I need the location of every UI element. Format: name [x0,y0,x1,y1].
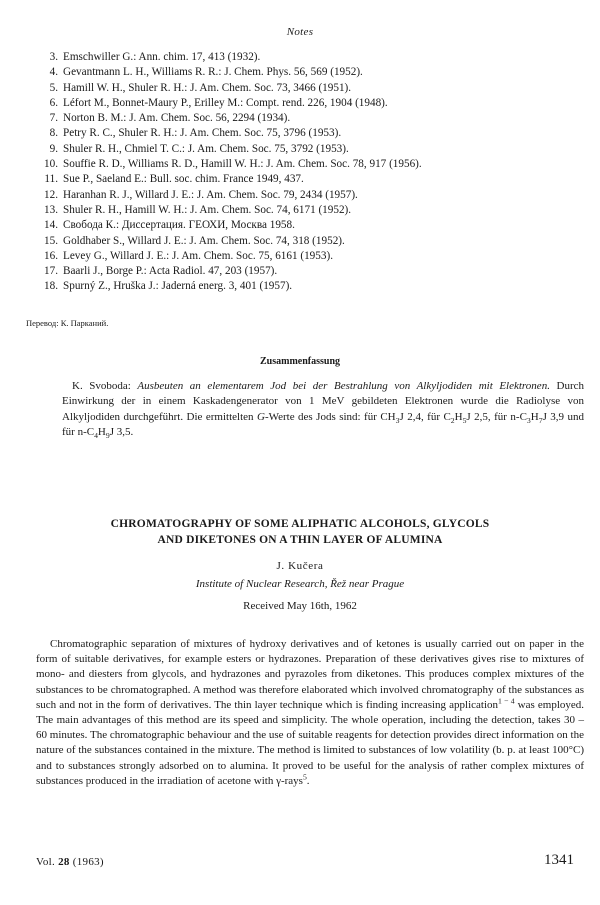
reference-text: Levey G., Willard J. E.: J. Am. Chem. Soc. 75, 6161 (1953). [63,249,333,262]
footer-volume [36,856,104,868]
reference-number: 12. [44,188,58,201]
reference-number: 15. [44,234,58,247]
reference-item [36,249,576,264]
zusammenfassung-text: -Werte des Jods sind: für CH [264,410,396,423]
reference-item [36,218,576,233]
reference-item [36,96,576,111]
reference-item [36,188,576,203]
volume-year: (1963) [69,856,104,868]
zusammenfassung-heading: Zusammenfassung [259,356,341,367]
subscript: 2 [450,416,455,425]
abstract-text: was employed. The main advantages of this method are its speed and simplicity. The whole operation, including the detection, takes 30 – 60 minutes. The chromatographic behaviour and the use of suitable reagents for detection provides direct information on the nature of the substances contained in the mixture. The method is limited to substances of low volatility (b. p. at least 100°C) and to substances strongly adsorbed on to alumina. It proved to be useful for the analysis of rather complex mixtures of substances produced in the irradiation of acetone with γ-rays [36,698,585,787]
running-head: Notes [286,26,314,38]
reference-text: Léfort M., Bonnet-Maury P., Erilley M.: Compt. rend. 226, 1904 (1948). [63,96,388,109]
reference-text: Emschwiller G.: Ann. chim. 17, 413 (1932). [63,51,261,63]
reference-number: 5. [49,81,58,94]
article-institution: Institute of Nuclear Research, Řež near Prague [195,578,405,590]
reference-item [36,172,576,187]
article-title-line: AND DIKETONES ON A THIN LAYER OF ALUMINA [157,534,443,546]
reference-number: 10. [44,158,58,171]
received-date: Received May 16th, 1962 [243,600,357,612]
reference-text: Spurný Z., Hruška J.: Jaderná energ. 3, 401 (1957). [63,280,293,293]
reference-item [36,126,576,141]
reference-text: Shuler R. H., Chmiel T. C.: J. Am. Chem. Soc. 75, 3792 (1953). [63,142,349,155]
zusammenfassung-text: Durch Einwirkung der in einem Kaskadengenerator von 1 MeV gebildeten Elektronen wurde die Radiolyse von Alkyljodiden durchgeführt. Die ermittelten [62,380,585,423]
subscript: 4 [94,431,98,441]
reference-text: Haranhan R. J., Willard J. E.: J. Am. Chem. Soc. 79, 2434 (1957). [63,188,358,201]
reference-number: 14. [44,219,58,232]
reference-item [36,50,576,65]
reference-item [36,279,576,294]
reference-text: Sue P., Saeland E.: Bull. soc. chim. France 1949, 437. [63,173,304,186]
reference-text: Свобода К.: Диссертация. ГЕОХИ, Москва 1958. [63,219,295,232]
abstract-text: Chromatographic separation of mixtures of hydroxy derivatives and of ketones is usually carried out on paper in the form of suitable derivatives, for example esters or hydrazones. Preparation of these derivatives gives rise to mixtures of mono- and diesters from glycols, and hydrazones and pyrazoles from diketones. This produces complex mixtures of the substances to be chromatographed. A method was therefore elaborated which involved chromatography of the substances as such and not in the form of derivatives. The thin layer technique which is finding increasing application [36,638,584,711]
zusammenfassung-title: Ausbeuten an elementarem Jod bei der Bestrahlung von Alkyljodiden mit Elektronen. [137,380,550,392]
reference-number: 7. [49,112,58,125]
subscript: 3 [395,416,400,425]
subscript: 5 [462,416,467,425]
reference-text: Norton B. M.: J. Am. Chem. Soc. 56, 2294 (1934). [63,112,291,125]
reference-number: 6. [49,96,58,109]
reference-text: Baarli J., Borge P.: Acta Radiol. 47, 203 (1957). [63,265,278,278]
reference-item [36,81,576,96]
reference-item [36,65,576,80]
zusammenfassung-text: H [97,426,106,439]
article-author: J. Kučera [276,560,324,572]
page-number: 1341 [544,852,574,868]
reference-number: 11. [44,173,58,186]
reference-number: 13. [44,203,58,216]
reference-text: Goldhaber S., Willard J. E.: J. Am. Chem. Soc. 74, 318 (1952). [63,234,345,247]
abstract-text: . [306,774,310,787]
reference-number: 9. [49,142,58,155]
reference-item [36,264,576,279]
citation-superscript: 1 − 4 [498,696,515,706]
reference-text: Shuler R. H., Hamill W. H.: J. Am. Chem. Soc. 74, 6171 (1952). [63,203,352,216]
subscript: 3 [526,416,531,425]
reference-item [36,111,576,126]
zusammenfassung-text: H [454,410,463,423]
reference-text: Gevantmann L. H., Williams R. R.: J. Chem. Phys. 56, 569 (1952). [63,66,363,79]
translator-note: Перевод: К. Парканий. [26,318,109,328]
volume-number: 28 [58,856,70,868]
reference-number: 3. [49,51,58,63]
zusammenfassung-author: K. Svoboda: [72,380,138,392]
reference-text: Souffie R. D., Williams R. D., Hamill W. H.: J. Am. Chem. Soc. 78, 917 (1956). [63,158,422,171]
reference-item [36,234,576,249]
zusammenfassung-text: J 3,9 und für n-C [62,410,585,439]
reference-number: 18. [44,280,58,293]
citation-superscript: 5 [302,772,307,782]
article-abstract [36,637,584,789]
zusammenfassung-body [62,379,584,441]
zusammenfassung-text: J 2,4, für C [399,410,451,423]
reference-number: 16. [44,249,58,262]
volume-label: Vol. [36,856,59,868]
reference-list [36,50,576,295]
reference-number: 8. [49,127,58,140]
reference-text: Petry R. C., Shuler R. H.: J. Am. Chem. Soc. 75, 3796 (1953). [63,127,342,140]
zusammenfassung-text: J 2,5, für n-C [466,410,527,423]
article-title [0,516,600,548]
subscript: 7 [538,416,543,425]
reference-item [36,203,576,218]
reference-item [36,142,576,157]
reference-text: Hamill W. H., Shuler R. H.: J. Am. Chem. Soc. 73, 3466 (1951). [63,81,352,94]
g-value-symbol: G [256,410,265,423]
subscript: 9 [105,431,110,441]
zusammenfassung-text: J 3,5. [109,426,134,439]
zusammenfassung-text: H [530,410,539,423]
article-title-line: CHROMATOGRAPHY OF SOME ALIPHATIC ALCOHOLS, GLYCOLS [110,518,490,530]
reference-item [36,157,576,172]
reference-number: 4. [49,66,58,79]
reference-number: 17. [44,265,58,278]
